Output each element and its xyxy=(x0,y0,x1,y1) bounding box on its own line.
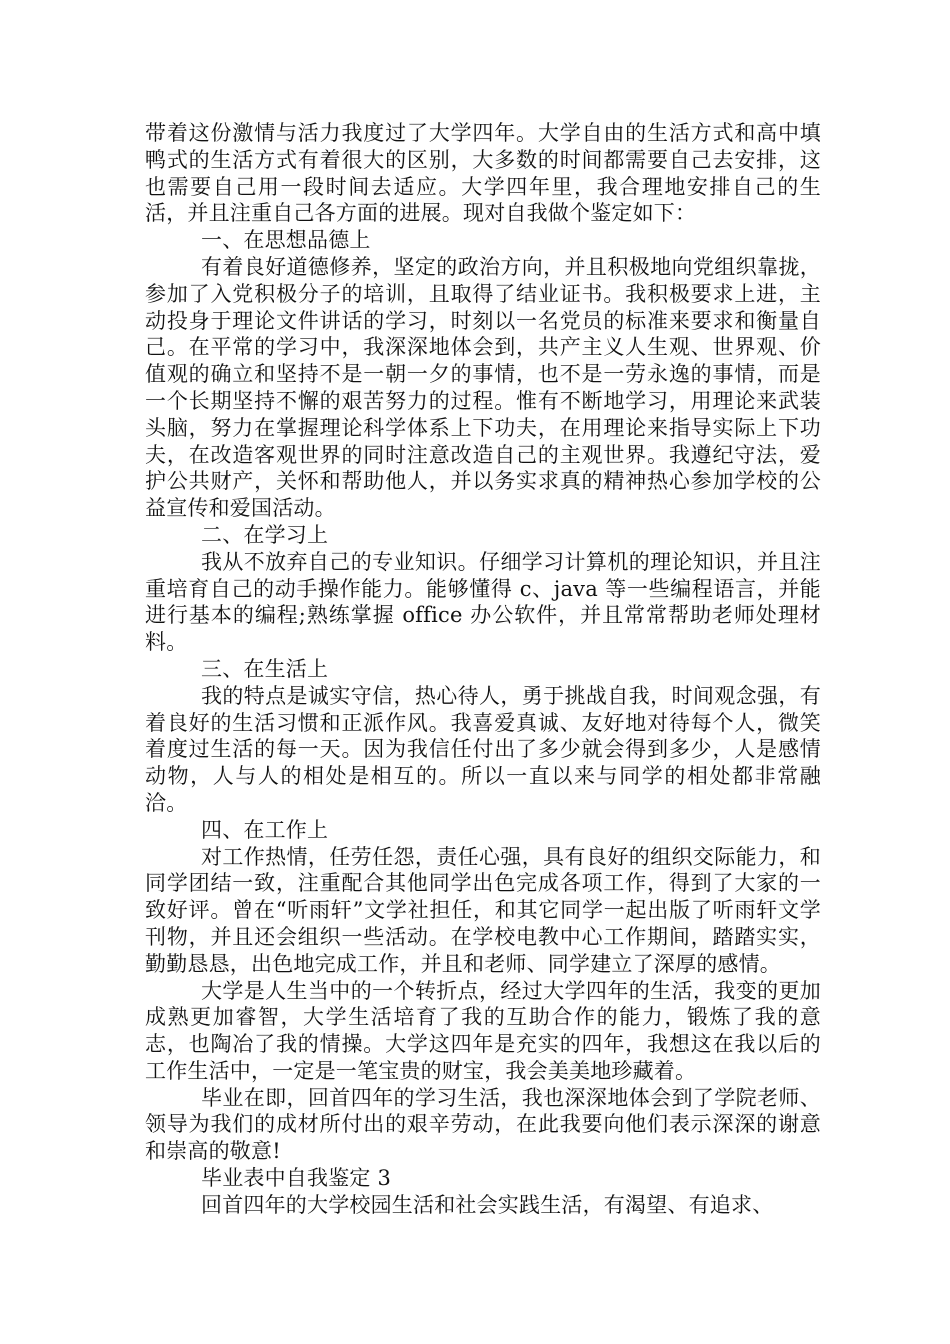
section-heading-study: 二、在学习上 xyxy=(201,522,329,547)
life-paragraph: 我的特点是诚实守信，热心待人，勇于挑战自我，时间观念强，有着良好的生活习惯和正派作风。我喜爱真诚、友好地对待每个人，微笑着度过生活的每一天。因为我信任付出了多少就会得到多少，人是感情动物，人与人的相处是相互的。所以一直以来与同学的相处都非常融洽。 xyxy=(145,683,821,815)
section-heading-ideology: 一、在思想品德上 xyxy=(201,228,371,253)
section-heading-work: 四、在工作上 xyxy=(201,817,329,842)
intro-paragraph: 带着这份激情与活力我度过了大学四年。大学自由的生活方式和高中填鸭式的生活方式有着很大的区别，大多数的时间都需要自己去安排，这也需要自己用一段时间去适应。大学四年里，我合理地安排自己的生活，并且注重自己各方面的进展。现对自我做个鉴定如下： xyxy=(145,121,821,226)
study-paragraph: 我从不放弃自己的专业知识。仔细学习计算机的理论知识，并且注重培育自己的动手操作能力。能够懂得 c、java 等一些编程语言，并能进行基本的编程;熟练掌握 office 办公软件，并且常常帮助老师处理材料。 xyxy=(145,549,821,655)
closing-paragraph: 回首四年的大学校园生活和社会实践生活，有渴望、有追求、 xyxy=(201,1192,774,1217)
document-page xyxy=(145,120,821,1219)
summary-paragraph: 大学是人生当中的一个转折点，经过大学四年的生活，我变的更加成熟更加睿智，大学生活培育了我的互助合作的能力，锻炼了我的意志，也陶冶了我的情操。大学这四年是充实的四年，我想这在我以后的工作生活中，一定是一笔宝贵的财宝，我会美美地珍藏着。 xyxy=(145,978,821,1083)
gratitude-paragraph: 毕业在即，回首四年的学习生活，我也深深地体会到了学院老师、领导为我们的成材所付出的艰辛劳动，在此我要向他们表示深深的谢意和崇高的敬意! xyxy=(145,1085,821,1164)
section-heading-appraisal-3: 毕业表中自我鉴定 3 xyxy=(201,1166,392,1191)
ideology-paragraph: 有着良好道德修养，坚定的政治方向，并且积极地向党组织靠拢，参加了入党积极分子的培训，且取得了结业证书。我积极要求上进，主动投身于理论文件讲话的学习，时刻以一名党员的标准来要求和衡量自己。在平常的学习中，我深深地体会到，共产主义人生观、世界观、价值观的确立和坚持不是一朝一夕的事情，也不是一劳永逸的事情，而是一个长期坚持不懈的艰苦努力的过程。惟有不断地学习，用理论来武装头脑，努力在掌握理论科学体系上下功夫，在用理论来指导实际上下功夫，在改造客观世界的同时注意改造自己的主观世界。我遵纪守法，爱护公共财产，关怀和帮助他人，并以务实求真的精神热心参加学校的公益宣传和爱国活动。 xyxy=(145,254,821,521)
work-paragraph: 对工作热情，任劳任怨，责任心强，具有良好的组织交际能力，和同学团结一致，注重配合其他同学出色完成各项工作，得到了大家的一致好评。曾在“听雨轩”文学社担任，和其它同学一起出版了听雨轩文学刊物，并且还会组织一些活动。在学校电教中心工作期间，踏踏实实，勤勤恳恳，出色地完成工作，并且和老师、同学建立了深厚的感情。 xyxy=(145,844,821,976)
section-heading-life: 三、在生活上 xyxy=(201,656,329,681)
